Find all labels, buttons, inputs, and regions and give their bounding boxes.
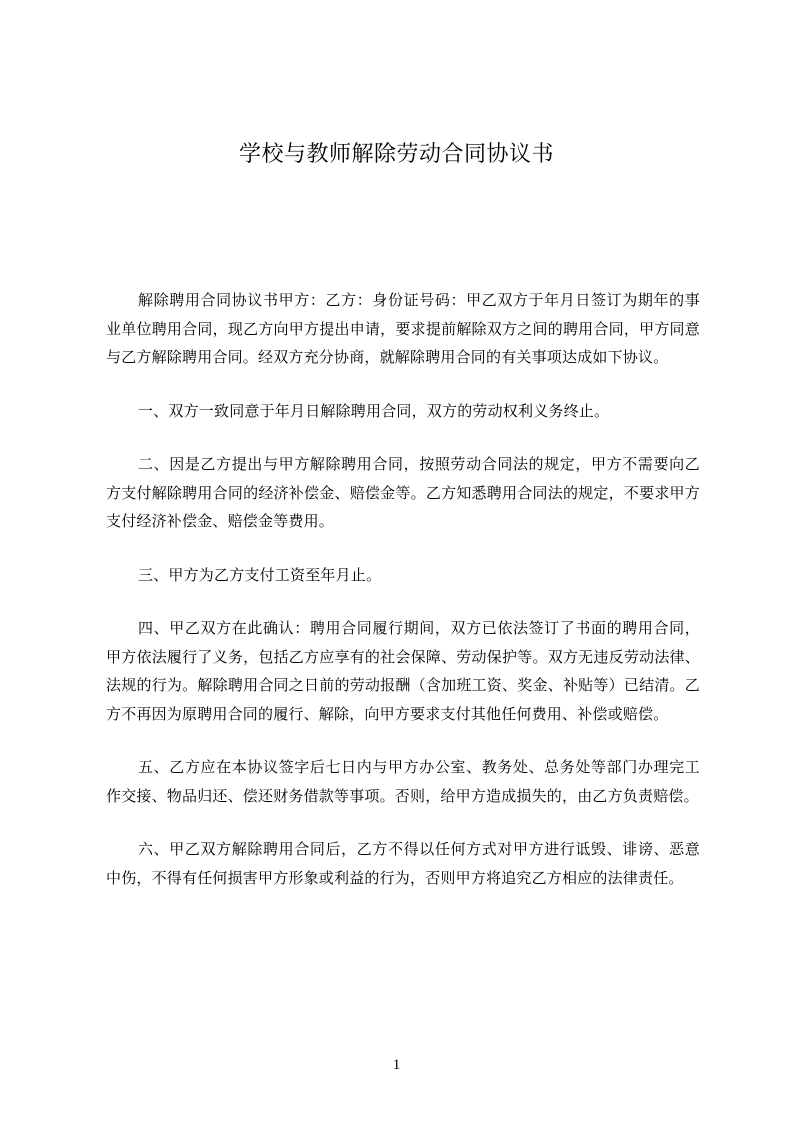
paragraph-clause-3: 三、甲方为乙方支付工资至年月止。 xyxy=(138,565,382,584)
paragraph-clause-5: 五、乙方应在本协议签字后七日内与甲方办公室、教务处、总务处等部门办理完工作交接、物品归还、偿还财务借款等事项。否则，给甲方造成损失的，由乙方负责赔偿。 xyxy=(106,758,700,805)
paragraph-intro: 解除聘用合同协议书甲方：乙方：身份证号码：甲乙双方于年月日签订为期年的事业单位聘用合同，现乙方向甲方提出申请，要求提前解除双方之间的聘用合同，甲方同意与乙方解除聘用合同。经双方充分协商，就解除聘用合同的有关事项达成如下协议。 xyxy=(106,291,700,366)
paragraph-clause-4: 四、甲乙双方在此确认：聘用合同履行期间，双方已依法签订了书面的聘用合同，甲方依法履行了义务，包括乙方应享有的社会保障、劳动保护等。双方无违反劳动法律、法规的行为。解除聘用合同之日前的劳动报酬（含加班工资、奖金、补贴等）已结清。乙方不再因为原聘用合同的履行、解除，向甲方要求支付其他任何费用、补偿或赔偿。 xyxy=(106,619,700,723)
document-body xyxy=(106,286,700,917)
paragraph-clause-2: 二、因是乙方提出与甲方解除聘用合同，按照劳动合同法的规定，甲方不需要向乙方支付解除聘用合同的经济补偿金、赔偿金等。乙方知悉聘用合同法的规定，不要求甲方支付经济补偿金、赔偿金等费用。 xyxy=(106,455,700,530)
paragraph-clause-1: 一、双方一致同意于年月日解除聘用合同，双方的劳动权利义务终止。 xyxy=(138,401,610,420)
page-number: 1 xyxy=(392,1057,401,1073)
document-title: 学校与教师解除劳动合同协议书 xyxy=(238,142,554,167)
paragraph-clause-6: 六、甲乙双方解除聘用合同后，乙方不得以任何方式对甲方进行诋毁、诽谤、恶意中伤，不得有任何损害甲方形象或利益的行为，否则甲方将追究乙方相应的法律责任。 xyxy=(106,840,700,887)
